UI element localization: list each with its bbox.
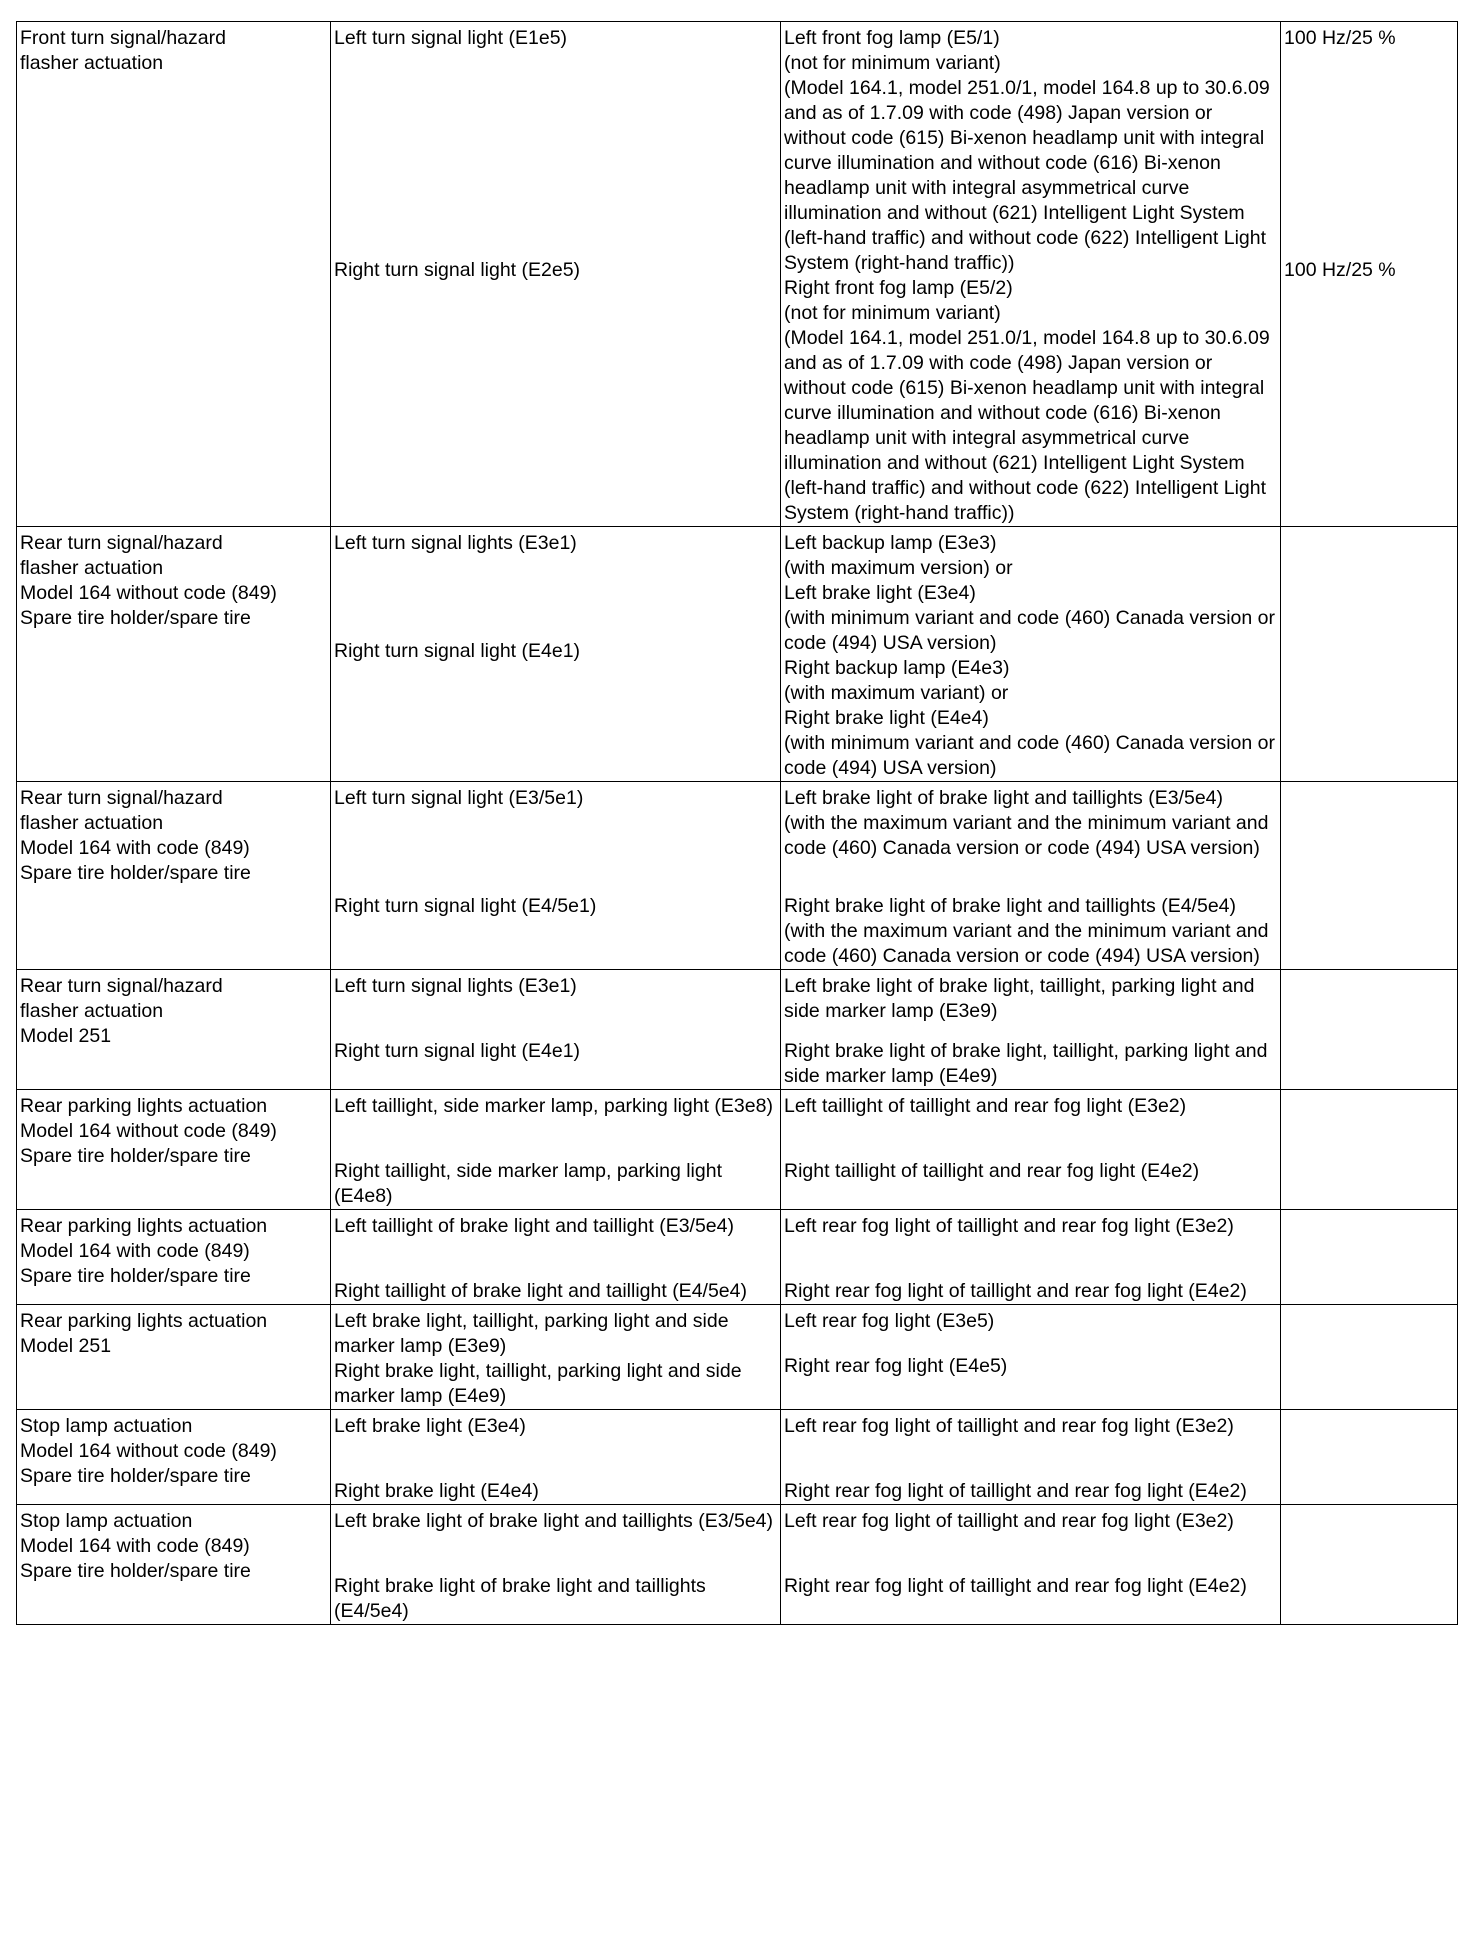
frequency-cell xyxy=(1281,1090,1458,1210)
affected-lamp-text: Right rear fog light (E4e5) xyxy=(784,1355,1008,1377)
affected-lamp-text: Left rear fog light of taillight and rear fog light (E3e2) xyxy=(784,1215,1234,1237)
affected-lamp-cell xyxy=(781,782,1281,970)
affected-lamp-text: Right rear fog light of taillight and rear fog light (E4e2) xyxy=(784,1280,1247,1302)
affected-lamp-cell xyxy=(781,1505,1281,1625)
frequency-cell xyxy=(1281,1410,1458,1505)
function-cell xyxy=(17,527,331,782)
affected-lamp-text: Left rear fog light (E3e5) xyxy=(784,1310,995,1332)
function-cell xyxy=(17,1305,331,1410)
frequency-cell xyxy=(1281,1210,1458,1305)
component-text: Left brake light (E3e4) xyxy=(334,1415,526,1437)
function-cell xyxy=(17,1410,331,1505)
affected-lamp-cell xyxy=(781,22,1281,527)
component-cell xyxy=(331,1505,781,1625)
function-cell xyxy=(17,22,331,527)
function-label: Rear turn signal/hazard flasher actuation Model 251 xyxy=(20,975,223,1047)
table-row xyxy=(17,782,1458,970)
frequency-value xyxy=(1284,1414,1454,1479)
affected-lamp-cell xyxy=(781,527,1281,782)
frequency-value xyxy=(1284,1509,1454,1574)
affected-lamp-text: Right taillight of taillight and rear fog light (E4e2) xyxy=(784,1160,1200,1182)
frequency-cell xyxy=(1281,1505,1458,1625)
frequency-cell xyxy=(1281,527,1458,782)
affected-lamp-cell xyxy=(781,1305,1281,1410)
component-cell xyxy=(331,782,781,970)
component-text: Right taillight, side marker lamp, parking light (E4e8) xyxy=(334,1160,723,1207)
function-cell xyxy=(17,1090,331,1210)
component-cell xyxy=(331,1305,781,1410)
affected-lamp-cell xyxy=(781,1090,1281,1210)
frequency-value: 100 Hz/25 % xyxy=(1284,259,1396,281)
component-text: Right brake light of brake light and taillights (E4/5e4) xyxy=(334,1575,706,1622)
table-row xyxy=(17,970,1458,1090)
component-text: Right turn signal light (E4e1) xyxy=(334,1040,581,1062)
frequency-value xyxy=(1284,531,1454,639)
component-text: Left taillight of brake light and taillight (E3/5e4) xyxy=(334,1215,734,1237)
frequency-cell xyxy=(1281,970,1458,1090)
affected-lamp-text: Left backup lamp (E3e3) (with maximum version) or Left brake light (E3e4) (with minimum variant and code (460) Canada version or code (494) USA version) xyxy=(784,532,1275,654)
table-row xyxy=(17,527,1458,782)
function-label: Stop lamp actuation Model 164 without code (849) Spare tire holder/spare tire xyxy=(20,1415,277,1487)
affected-lamp-text: Left brake light of brake light, taillight, parking light and side marker lamp (E3e9) xyxy=(784,975,1255,1022)
affected-lamp-text: Left rear fog light of taillight and rear fog light (E3e2) xyxy=(784,1510,1234,1532)
affected-lamp-text: Left front fog lamp (E5/1) (not for minimum variant) (Model 164.1, model 251.0/1, model 164.8 up to 30.6.09 and as of 1.7.09 with code (498) Japan version or without code (615) Bi-xenon headlamp unit with integral curve illumination and without code (616) Bi-xenon headlamp unit with integral asymmetrical curve illumination and without (621) Intelligent Light System (left-hand traffic) and without code (622) Intelligent Light System (right-hand traffic)) xyxy=(784,27,1270,274)
frequency-value xyxy=(1284,1094,1454,1159)
table-row xyxy=(17,22,1458,527)
component-cell xyxy=(331,1090,781,1210)
actuation-table xyxy=(16,21,1458,1625)
affected-lamp-text: Left rear fog light of taillight and rear fog light (E3e2) xyxy=(784,1415,1234,1437)
function-cell xyxy=(17,782,331,970)
component-text: Left turn signal lights (E3e1) xyxy=(334,532,577,554)
component-cell xyxy=(331,1410,781,1505)
affected-lamp-text: Right brake light of brake light, taillight, parking light and side marker lamp (E4e9) xyxy=(784,1040,1268,1087)
frequency-value: 100 Hz/25 % xyxy=(1284,27,1396,49)
table-row xyxy=(17,1410,1458,1505)
table-row xyxy=(17,1505,1458,1625)
component-cell xyxy=(331,970,781,1090)
function-label: Rear turn signal/hazard flasher actuation Model 164 without code (849) Spare tire holder/spare tire xyxy=(20,532,277,629)
affected-lamp-text: Right brake light of brake light and taillights (E4/5e4) (with the maximum variant and the minimum variant and code (460) Canada version or code (494) USA version) xyxy=(784,895,1269,967)
function-cell xyxy=(17,970,331,1090)
component-text: Right turn signal light (E4/5e1) xyxy=(334,895,597,917)
frequency-value xyxy=(1284,974,1454,1039)
component-text: Left brake light of brake light and taillights (E3/5e4) xyxy=(334,1510,774,1532)
affected-lamp-text: Left brake light of brake light and taillights (E3/5e4) (with the maximum variant and the minimum variant and code (460) Canada version or code (494) USA version) xyxy=(784,787,1269,859)
frequency-cell xyxy=(1281,22,1458,527)
affected-lamp-cell xyxy=(781,1410,1281,1505)
component-text: Right brake light (E4e4) xyxy=(334,1480,539,1502)
affected-lamp-text: Right rear fog light of taillight and rear fog light (E4e2) xyxy=(784,1480,1247,1502)
function-cell xyxy=(17,1505,331,1625)
function-label: Rear turn signal/hazard flasher actuation Model 164 with code (849) Spare tire holder/spare tire xyxy=(20,787,251,884)
component-text: Right turn signal light (E2e5) xyxy=(334,259,581,281)
function-label: Front turn signal/hazard flasher actuation xyxy=(20,27,226,74)
component-text: Left taillight, side marker lamp, parking light (E3e8) xyxy=(334,1095,773,1117)
component-text: Right turn signal light (E4e1) xyxy=(334,640,581,662)
affected-lamp-text: Right backup lamp (E4e3) (with maximum variant) or Right brake light (E4e4) (with minimum variant and code (460) Canada version or code (494) USA version) xyxy=(784,657,1275,779)
frequency-value xyxy=(1284,1309,1454,1354)
component-text: Right taillight of brake light and taillight (E4/5e4) xyxy=(334,1280,747,1302)
component-cell xyxy=(331,527,781,782)
affected-lamp-cell xyxy=(781,1210,1281,1305)
component-cell xyxy=(331,1210,781,1305)
frequency-cell xyxy=(1281,782,1458,970)
function-label: Stop lamp actuation Model 164 with code (849) Spare tire holder/spare tire xyxy=(20,1510,251,1582)
affected-lamp-cell xyxy=(781,970,1281,1090)
function-label: Rear parking lights actuation Model 164 without code (849) Spare tire holder/spare tire xyxy=(20,1095,277,1167)
function-label: Rear parking lights actuation Model 251 xyxy=(20,1310,268,1357)
table-row xyxy=(17,1210,1458,1305)
table-row xyxy=(17,1090,1458,1210)
frequency-value xyxy=(1284,1214,1454,1279)
component-text: Right brake light, taillight, parking light and side marker lamp (E4e9) xyxy=(334,1360,742,1407)
function-label: Rear parking lights actuation Model 164 with code (849) Spare tire holder/spare tire xyxy=(20,1215,268,1287)
frequency-cell xyxy=(1281,1305,1458,1410)
table-body xyxy=(17,22,1458,1625)
component-text: Left brake light, taillight, parking light and side marker lamp (E3e9) xyxy=(334,1310,729,1357)
function-cell xyxy=(17,1210,331,1305)
frequency-value xyxy=(1284,786,1454,894)
table-row xyxy=(17,1305,1458,1410)
component-text: Left turn signal light (E1e5) xyxy=(334,27,568,49)
component-text: Left turn signal light (E3/5e1) xyxy=(334,787,584,809)
component-cell xyxy=(331,22,781,527)
affected-lamp-text: Left taillight of taillight and rear fog light (E3e2) xyxy=(784,1095,1187,1117)
affected-lamp-text: Right front fog lamp (E5/2) (not for minimum variant) (Model 164.1, model 251.0/1, model 164.8 up to 30.6.09 and as of 1.7.09 with code (498) Japan version or without code (615) Bi-xenon headlamp unit with integral curve illumination and without code (616) Bi-xenon headlamp unit with integral asymmetrical curve illumination and without (621) Intelligent Light System (left-hand traffic) and without code (622) Intelligent Light System (right-hand traffic)) xyxy=(784,277,1270,524)
affected-lamp-text: Right rear fog light of taillight and rear fog light (E4e2) xyxy=(784,1575,1247,1597)
component-text: Left turn signal lights (E3e1) xyxy=(334,975,577,997)
